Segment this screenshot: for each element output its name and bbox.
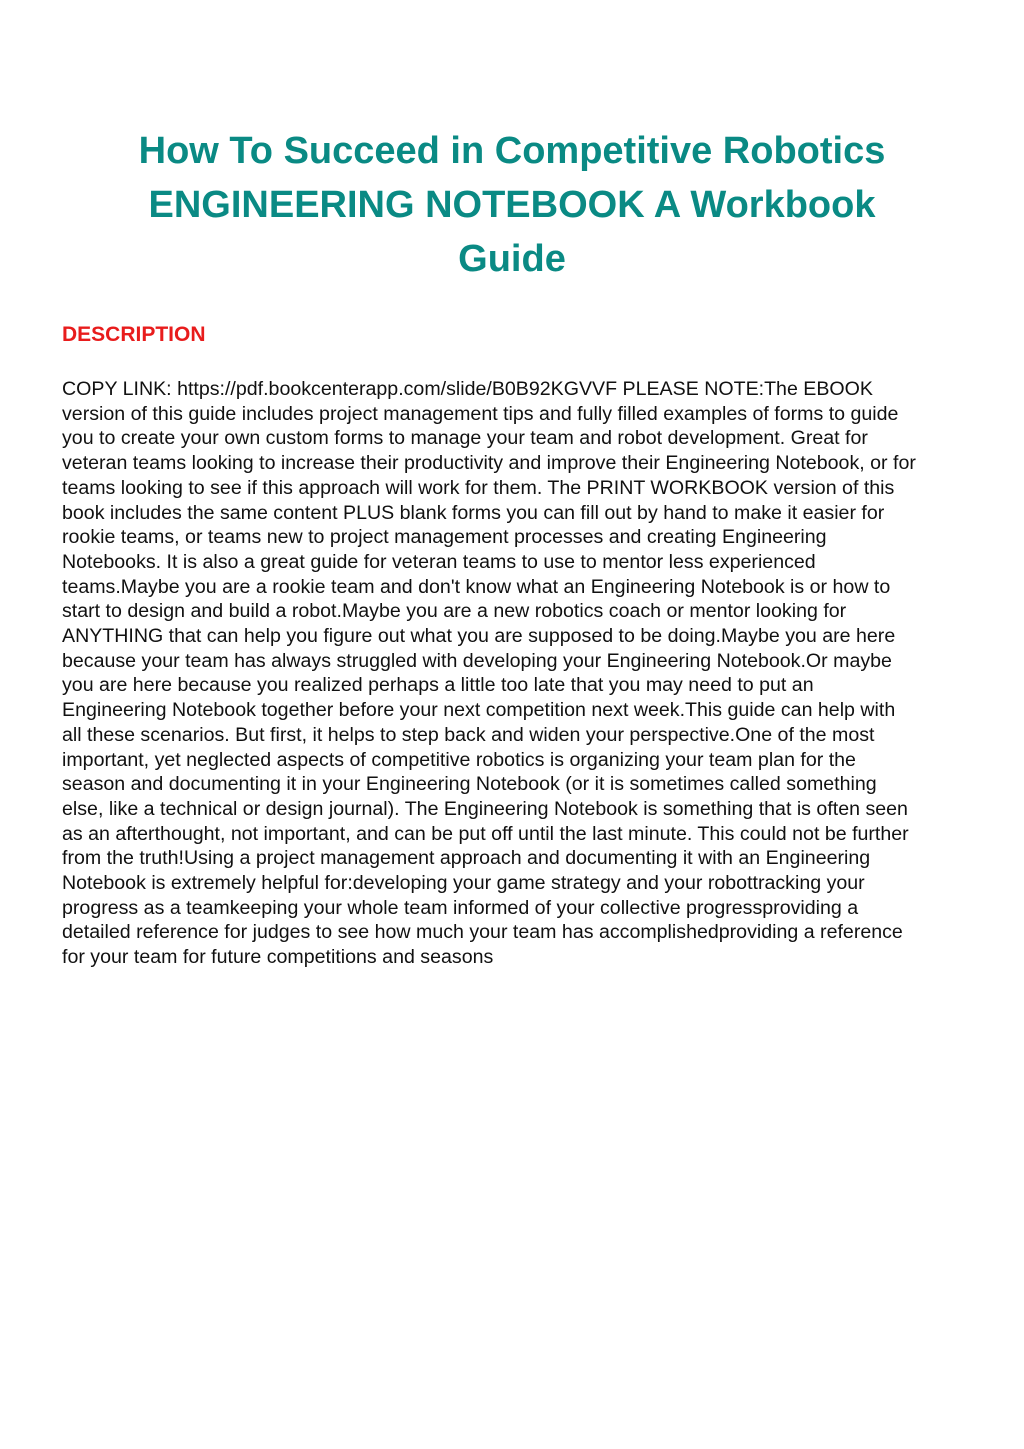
description-text (62, 377, 962, 970)
description-line: from the truth!Using a project management approach and documenting it with an Engineering (62, 847, 871, 870)
title-line: ENGINEERING NOTEBOOK A Workbook (148, 184, 876, 226)
description-line: COPY LINK: https://pdf.bookcenterapp.com/slide/B0B92KGVVF PLEASE NOTE:The EBOOK (62, 378, 873, 400)
description-line: progress as a teamkeeping your whole team informed of your collective progressproviding a (62, 896, 859, 919)
description-line: you are here because you realized perhaps a little too late that you may need to put an (62, 674, 814, 697)
description-line: important, yet neglected aspects of competitive robotics is organizing your team plan for the (62, 748, 856, 771)
description-line: teams looking to see if this approach will work for them. The PRINT WORKBOOK version of this (62, 476, 895, 499)
description-line: detailed reference for judges to see how much your team has accomplishedproviding a reference (62, 921, 903, 944)
description-line: Notebook is extremely helpful for:developing your game strategy and your robottracking your (62, 872, 865, 895)
description-line: start to design and build a robot.Maybe you are a new robotics coach or mentor looking for (62, 600, 847, 623)
description-line: because your team has always struggled with developing your Engineering Notebook.Or maybe (62, 649, 892, 672)
description-line: all these scenarios. But first, it helps to step back and widen your perspective.One of the most (62, 723, 875, 746)
description-line: else, like a technical or design journal). The Engineering Notebook is something that is often seen (62, 797, 908, 820)
description-line: as an afterthought, not important, and can be put off until the last minute. This could not be further (62, 822, 909, 845)
description-line: for your team for future competitions and seasons (62, 946, 494, 969)
document-title (80, 124, 944, 286)
description-line: Notebooks. It is also a great guide for veteran teams to use to mentor less experienced (62, 550, 816, 573)
description-line: season and documenting it in your Engineering Notebook (or it is sometimes called something (62, 773, 877, 796)
title-line: Guide (458, 238, 566, 280)
description-line: version of this guide includes project management tips and fully filled examples of forms to guide (62, 402, 899, 425)
description-heading: DESCRIPTION (62, 323, 206, 346)
description-line: you to create your own custom forms to manage your team and robot development. Great for (62, 427, 868, 450)
title-line: How To Succeed in Competitive Robotics (138, 130, 886, 172)
description-line: rookie teams, or teams new to project management processes and creating Engineering (62, 526, 827, 549)
description-line: Engineering Notebook together before your next competition next week.This guide can help with (62, 699, 896, 722)
description-line: teams.Maybe you are a rookie team and don't know what an Engineering Notebook is or how to (62, 575, 891, 598)
description-line: veteran teams looking to increase their productivity and improve their Engineering Notebook, or for (62, 452, 916, 475)
description-line: book includes the same content PLUS blank forms you can fill out by hand to make it easier for (62, 501, 885, 524)
description-line: ANYTHING that can help you figure out what you are supposed to be doing.Maybe you are here (62, 625, 896, 648)
